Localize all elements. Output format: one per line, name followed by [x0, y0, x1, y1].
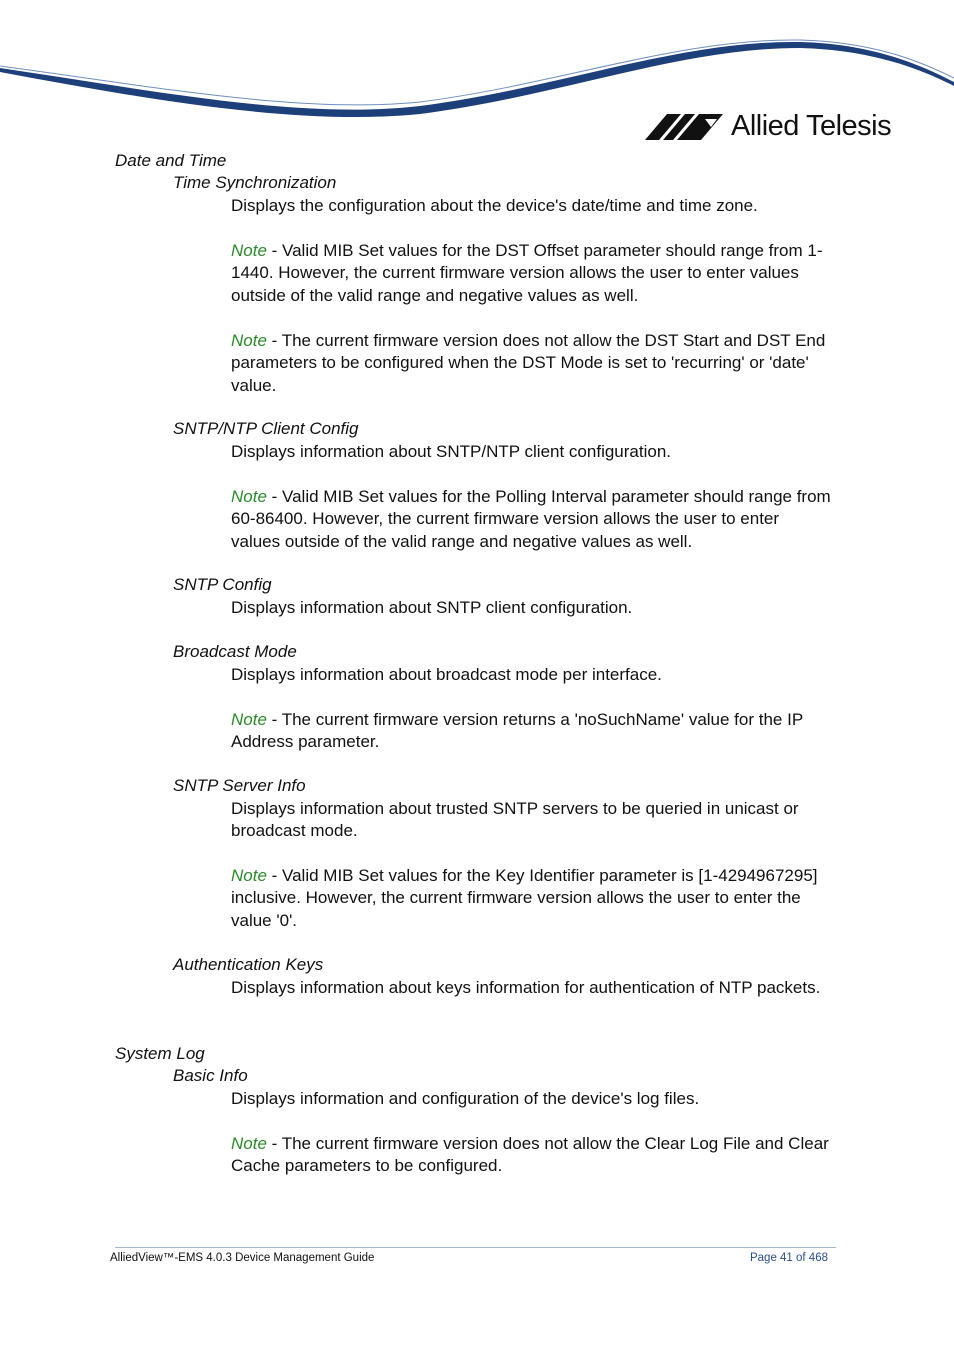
time-sync-note-1: [231, 240, 831, 307]
subsection-time-sync-heading: Time Synchronization: [173, 173, 337, 192]
note-label: Note: [231, 710, 267, 729]
logo-text: Allied Telesis: [731, 110, 892, 142]
auth-keys-description: Displays information about keys information for authentication of NTP packets.: [231, 978, 821, 997]
note-text: - The current firmware version returns a 'noSuchName' value for the IP Address parameter.: [231, 710, 803, 752]
note-label: Note: [231, 487, 267, 506]
note-text: - The current firmware version does not allow the DST Start and DST End parameters to be configured when the DST Mode is set to 'recurring' or 'date' value.: [231, 331, 826, 395]
section-date-time-heading: Date and Time: [115, 151, 227, 170]
subsection-sntp-ntp-client-heading: SNTP/NTP Client Config: [173, 419, 359, 438]
note-label: Note: [231, 1134, 267, 1153]
time-sync-note-2: [231, 330, 831, 397]
subsection-auth-keys-heading: Authentication Keys: [173, 955, 324, 974]
note-text: - Valid MIB Set values for the Polling Interval parameter should range from 60-86400. However, the current firmware version allows the user to enter values outside of the valid range and negative values as well.: [231, 487, 831, 551]
broadcast-mode-note: [231, 709, 831, 754]
note-label: Note: [231, 866, 267, 885]
sntp-config-description: Displays information about SNTP client configuration.: [231, 598, 633, 617]
subsection-basic-info-heading: Basic Info: [173, 1066, 248, 1085]
note-text: - The current firmware version does not allow the Clear Log File and Clear Cache parameters to be configured.: [231, 1134, 829, 1176]
broadcast-mode-description: Displays information about broadcast mode per interface.: [231, 665, 662, 684]
allied-telesis-logo: [645, 110, 891, 143]
note-text: - Valid MIB Set values for the Key Identifier parameter is [1-4294967295] inclusive. However, the current firmware version allows the user to enter the value '0'.: [231, 866, 818, 930]
footer-divider: [115, 1247, 836, 1248]
subsection-broadcast-mode-heading: Broadcast Mode: [173, 642, 297, 661]
subsection-sntp-config-heading: SNTP Config: [173, 575, 272, 594]
note-text: - Valid MIB Set values for the DST Offset parameter should range from 1-1440. However, the current firmware version allows the user to enter values outside of the valid range and negative values as well.: [231, 241, 823, 305]
subsection-sntp-server-info-heading: SNTP Server Info: [173, 776, 306, 795]
sntp-ntp-client-description: Displays information about SNTP/NTP client configuration.: [231, 442, 671, 461]
sntp-ntp-client-note: [231, 486, 831, 553]
allied-telesis-logo-mark-icon: [645, 113, 723, 141]
note-label: Note: [231, 331, 267, 350]
time-sync-description: Displays the configuration about the device's date/time and time zone.: [231, 196, 758, 215]
basic-info-note: [231, 1133, 831, 1178]
note-label: Note: [231, 241, 267, 260]
sntp-server-info-description: Displays information about trusted SNTP servers to be queried in unicast or broadcast mode.: [231, 799, 799, 841]
section-system-log-heading: System Log: [115, 1044, 205, 1063]
basic-info-description: Displays information and configuration of the device's log files.: [231, 1089, 700, 1108]
footer-doc-title: AlliedView™-EMS 4.0.3 Device Management Guide: [110, 1252, 375, 1264]
sntp-server-info-note: [231, 865, 831, 932]
footer-page-number: Page 41 of 468: [749, 1252, 828, 1264]
